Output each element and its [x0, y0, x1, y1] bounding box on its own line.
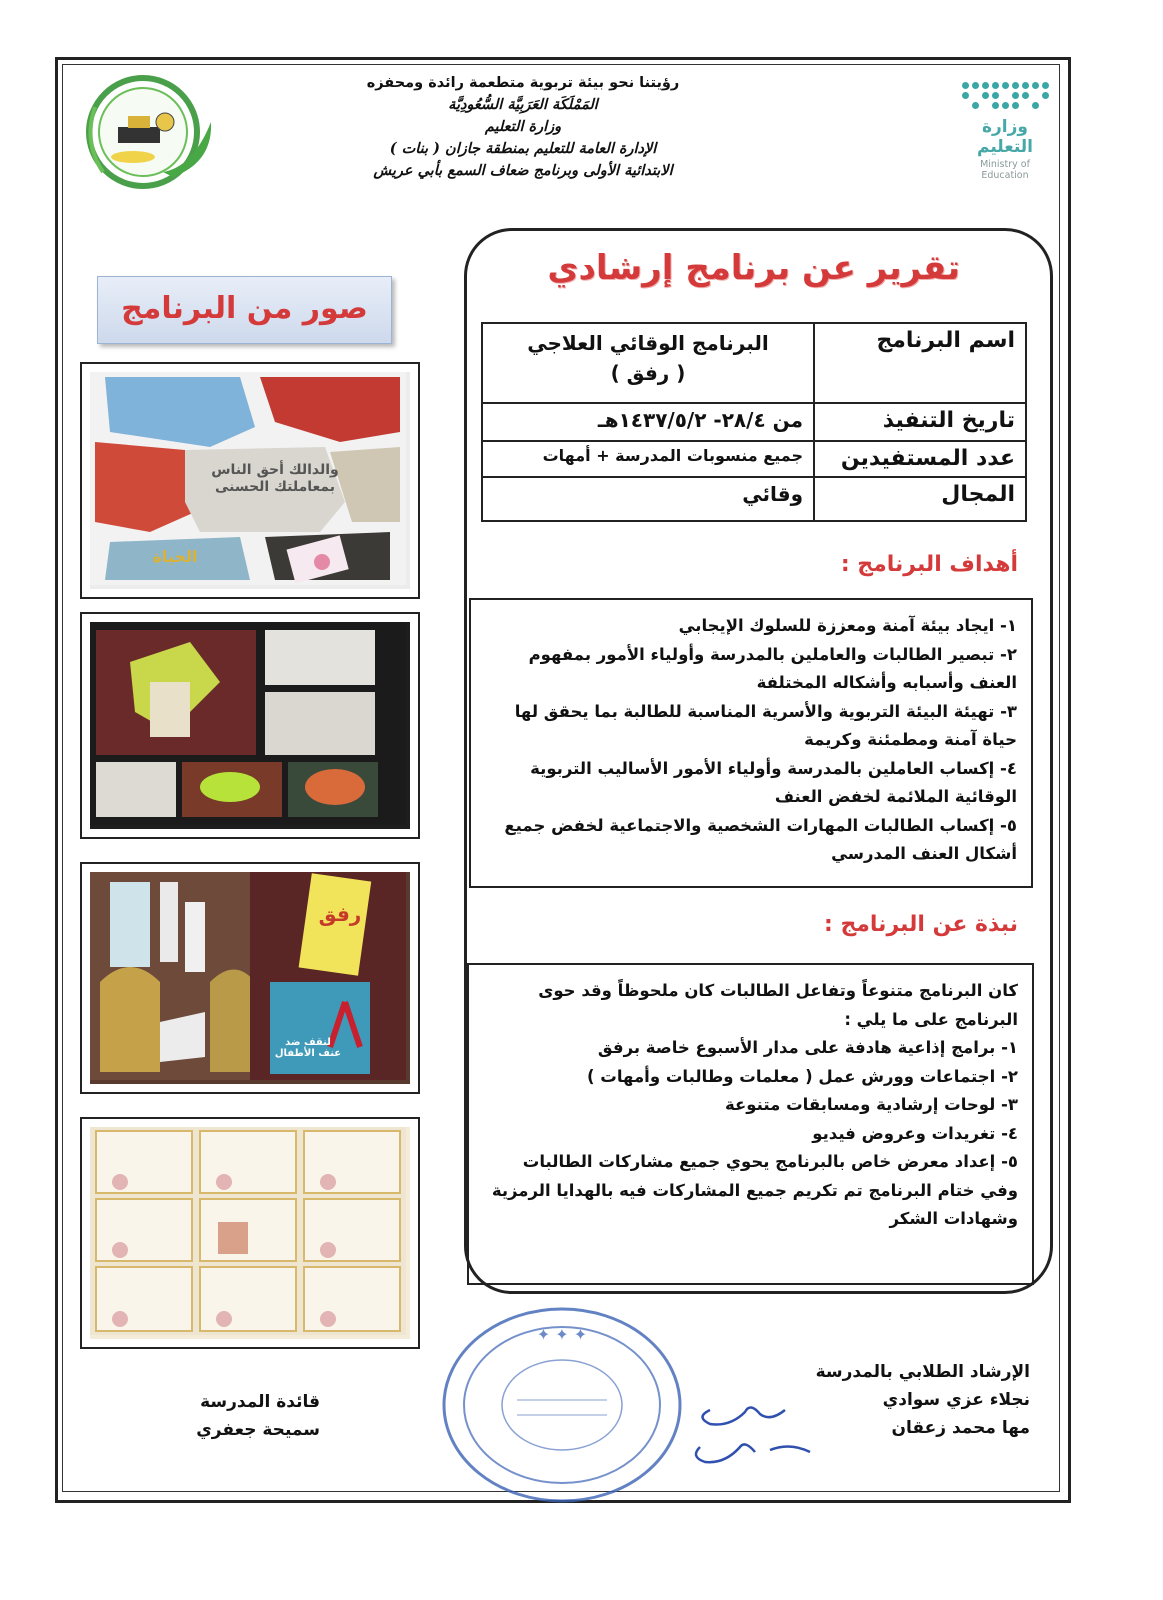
- photo-banner-text: الحياة: [152, 547, 198, 566]
- program-info-table: [481, 322, 1027, 522]
- ministry-name-en: Ministry of Education: [980, 159, 1030, 181]
- execution-date-label: تاريخ التنفيذ: [814, 403, 1026, 441]
- handwritten-signature: [690, 1392, 840, 1472]
- ministry-name-ar: وزارة التعليم: [977, 117, 1033, 157]
- about-intro: كان البرنامج متنوعاً وتفاعل الطالبات كان ملحوظاً وقد حوى البرنامج على ما يلي :: [538, 981, 1018, 1029]
- principal-name: سميحة جعفري: [196, 1420, 320, 1440]
- about-heading: نبذة عن البرنامج :: [823, 912, 1018, 937]
- list-item: ٤- تغريدات وعروض فيديو: [812, 1123, 1018, 1143]
- stamp-icon: [432, 1300, 692, 1510]
- photo-card-text: لنقف ضد عنف الأطفال: [274, 1037, 342, 1059]
- ministry-logo: [955, 82, 1055, 192]
- school-line: الابتدائية الأولى وبرنامج ضعاف السمع بأبي عريش: [373, 162, 673, 179]
- list-item: ٥- إعداد معرض خاص بالبرنامج يحوي جميع مشاركات الطالبات: [522, 1152, 1018, 1171]
- counselor-name-2: مها محمد زعقان: [891, 1418, 1030, 1438]
- svg-text:✦ ✦ ✦: ✦ ✦ ✦: [536, 1325, 588, 1344]
- about-closing: وفي ختام البرنامج تم تكريم جميع المشاركات فيه بالهدايا الرمزية وشهادات الشكر: [491, 1180, 1018, 1228]
- table-row: [482, 403, 1026, 441]
- photo-board-text: والدالك أحق الناس بمعاملتك الحسنى: [211, 462, 339, 495]
- domain-label: المجال: [814, 477, 1026, 521]
- program-name-label: اسم البرنامج: [814, 323, 1026, 403]
- principal-title: قائدة المدرسة: [200, 1392, 320, 1412]
- pictures-heading: صور من البرنامج: [97, 276, 392, 344]
- photo-collage-2: [80, 612, 420, 839]
- beneficiaries-label: عدد المستفيدين: [814, 441, 1026, 477]
- letterhead: [313, 72, 733, 182]
- photo-collage-2-image: [90, 622, 406, 825]
- principal-signature-block: [180, 1388, 320, 1444]
- kingdom-line: المَمْلَكَة العَرَبِيَّة السُّعُودِيَّة: [448, 96, 598, 113]
- about-list: [467, 963, 1034, 1285]
- counselor-title: الإرشاد الطلابي بالمدرسة: [815, 1362, 1030, 1382]
- photo-collage-4: [80, 1117, 420, 1349]
- list-item: ٣- لوحات إرشادية ومسابقات متنوعة: [725, 1095, 1018, 1114]
- photo-book-text: رفق: [318, 902, 362, 926]
- counselor-name-1: نجلاء عزي سوادي: [882, 1390, 1030, 1410]
- report-title: تقرير عن برنامج إرشادي: [547, 248, 960, 288]
- program-name-line-2: ( رفق ): [610, 361, 686, 385]
- photo-certificates-image: [90, 1127, 406, 1335]
- table-row: [482, 477, 1026, 521]
- goals-list: [469, 598, 1033, 888]
- directorate-line: الإدارة العامة للتعليم بمنطقة جازان ( بنات ): [389, 140, 657, 157]
- ministry-dots-icon: [955, 82, 1055, 109]
- vision-line: رؤيتنا نحو بيئة تربوية متطعمة رائدة ومحفزه: [366, 75, 680, 91]
- goals-heading: أهداف البرنامج :: [840, 552, 1018, 577]
- list-item: ١- ايجاد بيئة آمنة ومعززة للسلوك الإيجابي: [678, 616, 1017, 635]
- table-row: [482, 441, 1026, 477]
- list-item: ٢- تبصير الطالبات والعاملين بالمدرسة وأولياء الأمور بمفهوم العنف وأسبابه وأشكاله المختلفة: [528, 644, 1017, 692]
- list-item: ٥- إكساب الطالبات المهارات الشخصية والاجتماعية لخفض جميع أشكال العنف المدرسي: [504, 815, 1017, 863]
- list-item: ٣- تهيئة البيئة التربوية والأسرية المناسبة للطالبة بما يحقق لها حياة آمنة ومطمئنة وكريمة: [514, 701, 1017, 749]
- photo-collage-3: [80, 862, 420, 1094]
- list-item: ١- برامج إذاعية هادفة على مدار الأسبوع خاصة برفق: [597, 1038, 1018, 1057]
- school-emblem-icon: [73, 72, 215, 194]
- photo-collage-1: [80, 362, 420, 599]
- list-item: ٢- اجتماعات وورش عمل ( معلمات وطالبات وأمهات ): [587, 1066, 1018, 1086]
- table-row: [482, 323, 1026, 403]
- beneficiaries-value: جميع منسوبات المدرسة + أمهات: [482, 441, 814, 477]
- school-logo: [73, 72, 215, 194]
- list-item: ٤- إكساب العاملين بالمدرسة وأولياء الأمور الأساليب التربوية الوقائية الملائمة لخفض العنف: [530, 758, 1017, 806]
- domain-value: وقائي: [482, 477, 814, 521]
- ministry-line: وزارة التعليم: [484, 118, 562, 135]
- execution-date-value: من ٢٨/٤- ١٤٣٧/٥/٢هـ: [482, 403, 814, 441]
- program-name-line-1: البرنامج الوقائي العلاجي: [527, 331, 769, 355]
- official-stamp: [432, 1300, 692, 1510]
- program-name-value: [482, 323, 814, 403]
